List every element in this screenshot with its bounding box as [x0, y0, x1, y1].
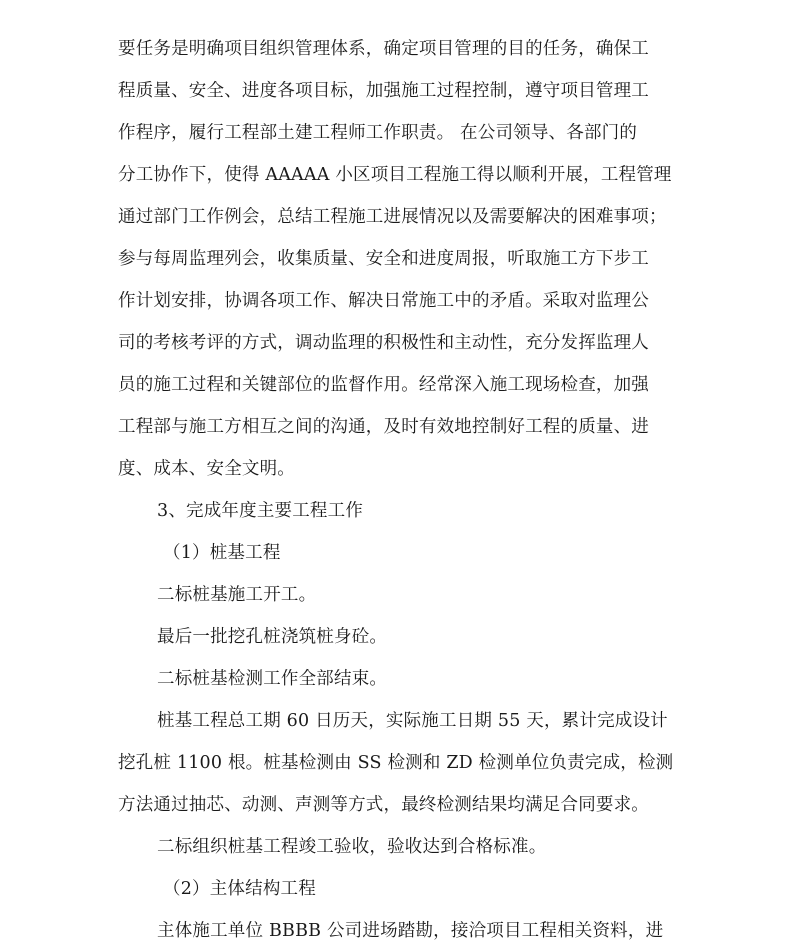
- paragraph-line: 要任务是明确项目组织管理体系，确定项目管理的目的任务，确保工: [118, 39, 649, 59]
- paragraph-line: 通过部门工作例会，总结工程施工进展情况以及需要解决的困难事项；: [118, 207, 667, 227]
- paragraph-line: 司的考核考评的方式，调动监理的积极性和主动性，充分发挥监理人: [118, 333, 649, 353]
- paragraph-line: 二标桩基施工开工。: [157, 585, 317, 605]
- paragraph-line: 最后一批挖孔桩浇筑桩身砼。: [157, 627, 388, 647]
- paragraph-line: 程质量、安全、进度各项目标，加强施工过程控制，遵守项目管理工: [118, 81, 649, 101]
- paragraph-line: 度、成本、安全文明。: [118, 459, 295, 479]
- paragraph-line: 主体施工单位 BBBB 公司进场踏勘，接洽项目工程相关资料，进: [157, 921, 664, 941]
- paragraph-line: 作计划安排，协调各项工作、解决日常施工中的矛盾。采取对监理公: [118, 291, 649, 311]
- section-heading: 3、完成年度主要工程工作: [157, 501, 364, 521]
- paragraph-line: 作程序，履行工程部土建工程师工作职责。 在公司领导、各部门的: [118, 123, 638, 143]
- paragraph-line: 分工协作下，使得 AAAAA 小区项目工程施工得以顺利开展，工程管理: [118, 165, 672, 185]
- paragraph-line: 二标组织桩基工程竣工验收，验收达到合格标准。: [157, 837, 547, 857]
- paragraph-line: 二标桩基检测工作全部结束。: [157, 669, 388, 689]
- paragraph-line: 参与每周监理列会，收集质量、安全和进度周报，听取施工方下步工: [118, 249, 649, 269]
- paragraph-line: 工程部与施工方相互之间的沟通，及时有效地控制好工程的质量、进: [118, 417, 649, 437]
- paragraph-line: 桩基工程总工期 60 日历天，实际施工日期 55 天，累计完成设计: [157, 711, 668, 731]
- paragraph-line: 员的施工过程和关键部位的监督作用。经常深入施工现场检查，加强: [118, 375, 649, 395]
- paragraph-line: 方法通过抽芯、动测、声测等方式，最终检测结果均满足合同要求。: [118, 795, 649, 815]
- paragraph-line: 挖孔桩 1100 根。桩基检测由 SS 检测和 ZD 检测单位负责完成，检测: [118, 753, 674, 773]
- subsection-heading: （2）主体结构工程: [163, 879, 316, 899]
- subsection-heading: （1）桩基工程: [163, 543, 281, 563]
